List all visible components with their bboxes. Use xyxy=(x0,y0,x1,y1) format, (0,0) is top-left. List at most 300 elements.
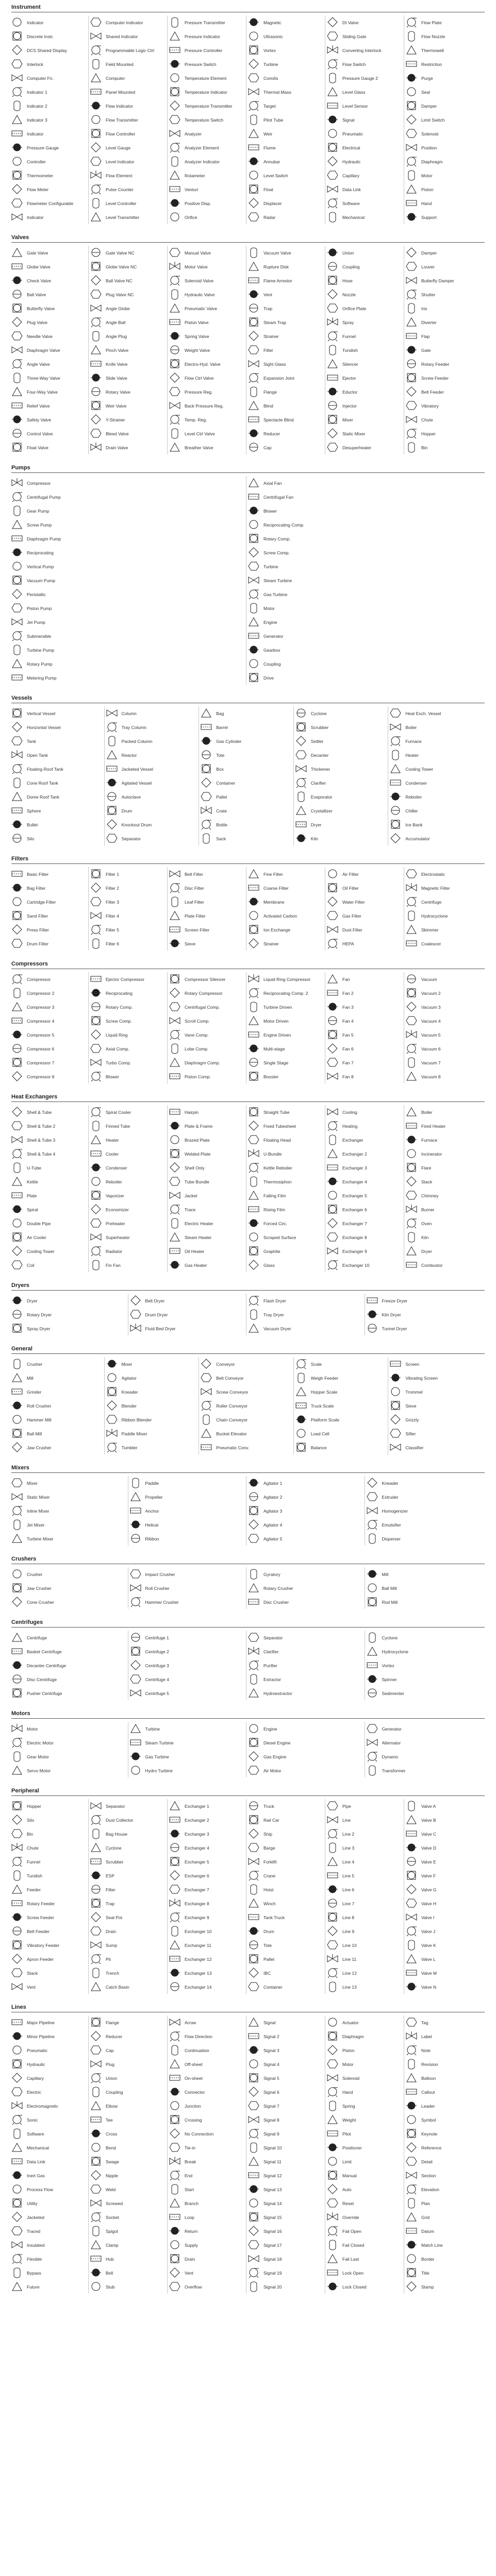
symbol-cell[interactable] xyxy=(367,1532,481,1546)
symbol-cell[interactable] xyxy=(169,2141,244,2155)
symbol-cell[interactable] xyxy=(406,385,481,399)
symbol-cell[interactable] xyxy=(406,196,481,210)
symbol-cell[interactable] xyxy=(327,141,402,155)
symbol-cell[interactable] xyxy=(295,1357,386,1371)
symbol-cell[interactable] xyxy=(248,399,323,413)
symbol-cell[interactable] xyxy=(327,71,402,85)
symbol-cell[interactable] xyxy=(327,2182,402,2196)
symbol-cell[interactable] xyxy=(248,1161,323,1175)
symbol-cell[interactable] xyxy=(169,43,244,57)
symbol-cell[interactable] xyxy=(90,909,165,923)
symbol-cell[interactable] xyxy=(248,71,323,85)
symbol-cell[interactable] xyxy=(406,15,481,29)
symbol-cell[interactable] xyxy=(169,1147,244,1161)
symbol-cell[interactable] xyxy=(248,1175,323,1189)
symbol-cell[interactable] xyxy=(90,57,165,71)
symbol-cell[interactable] xyxy=(248,1924,323,1938)
symbol-cell[interactable] xyxy=(248,2015,323,2029)
symbol-cell[interactable] xyxy=(90,972,165,986)
symbol-cell[interactable] xyxy=(11,1202,86,1216)
symbol-cell[interactable] xyxy=(90,2238,165,2252)
symbol-cell[interactable] xyxy=(248,2043,323,2057)
symbol-cell[interactable] xyxy=(11,287,86,301)
symbol-cell[interactable] xyxy=(248,155,323,168)
symbol-cell[interactable] xyxy=(201,804,291,818)
symbol-cell[interactable] xyxy=(169,1000,244,1014)
symbol-cell[interactable] xyxy=(248,1028,323,1042)
symbol-cell[interactable] xyxy=(367,1504,481,1518)
symbol-cell[interactable] xyxy=(11,2043,86,2057)
symbol-cell[interactable] xyxy=(90,937,165,951)
symbol-cell[interactable] xyxy=(248,329,323,343)
symbol-cell[interactable] xyxy=(327,1827,402,1841)
symbol-cell[interactable] xyxy=(406,85,481,99)
symbol-cell[interactable] xyxy=(11,1736,126,1750)
symbol-cell[interactable] xyxy=(406,972,481,986)
symbol-cell[interactable] xyxy=(406,2057,481,2071)
symbol-cell[interactable] xyxy=(106,832,197,845)
symbol-cell[interactable] xyxy=(11,1980,86,1994)
symbol-cell[interactable] xyxy=(248,1133,323,1147)
symbol-cell[interactable] xyxy=(11,1189,86,1202)
symbol-cell[interactable] xyxy=(248,427,323,440)
symbol-cell[interactable] xyxy=(248,937,323,951)
symbol-cell[interactable] xyxy=(169,71,244,85)
symbol-cell[interactable] xyxy=(90,1216,165,1230)
symbol-cell[interactable] xyxy=(390,832,481,845)
symbol-cell[interactable] xyxy=(169,1014,244,1028)
symbol-cell[interactable] xyxy=(90,246,165,260)
symbol-cell[interactable] xyxy=(169,1189,244,1202)
symbol-cell[interactable] xyxy=(406,1244,481,1258)
symbol-cell[interactable] xyxy=(11,329,86,343)
symbol-cell[interactable] xyxy=(327,2057,402,2071)
symbol-cell[interactable] xyxy=(327,2071,402,2085)
symbol-cell[interactable] xyxy=(406,29,481,43)
symbol-cell[interactable] xyxy=(201,1357,291,1371)
symbol-cell[interactable] xyxy=(327,274,402,287)
symbol-cell[interactable] xyxy=(248,1595,362,1609)
symbol-cell[interactable] xyxy=(11,2224,86,2238)
symbol-cell[interactable] xyxy=(248,371,323,385)
symbol-cell[interactable] xyxy=(248,2057,323,2071)
symbol-cell[interactable] xyxy=(248,518,481,532)
symbol-cell[interactable] xyxy=(406,923,481,937)
symbol-cell[interactable] xyxy=(169,343,244,357)
symbol-cell[interactable] xyxy=(295,734,386,748)
symbol-cell[interactable] xyxy=(406,1056,481,1070)
symbol-cell[interactable] xyxy=(406,895,481,909)
symbol-cell[interactable] xyxy=(248,504,481,518)
symbol-cell[interactable] xyxy=(390,804,481,818)
symbol-cell[interactable] xyxy=(248,1000,323,1014)
symbol-cell[interactable] xyxy=(11,1869,86,1883)
symbol-cell[interactable] xyxy=(406,2280,481,2294)
symbol-cell[interactable] xyxy=(327,2141,402,2155)
symbol-cell[interactable] xyxy=(90,2071,165,2085)
symbol-cell[interactable] xyxy=(248,1216,323,1230)
symbol-cell[interactable] xyxy=(327,1175,402,1189)
symbol-cell[interactable] xyxy=(390,1440,481,1454)
symbol-cell[interactable] xyxy=(327,1244,402,1258)
symbol-cell[interactable] xyxy=(11,1042,86,1056)
symbol-cell[interactable] xyxy=(406,440,481,454)
symbol-cell[interactable] xyxy=(295,832,386,845)
symbol-cell[interactable] xyxy=(130,1631,244,1645)
symbol-cell[interactable] xyxy=(169,867,244,881)
symbol-cell[interactable] xyxy=(106,720,197,734)
symbol-cell[interactable] xyxy=(406,399,481,413)
symbol-cell[interactable] xyxy=(295,706,386,720)
symbol-cell[interactable] xyxy=(406,2141,481,2155)
symbol-cell[interactable] xyxy=(248,2238,323,2252)
symbol-cell[interactable] xyxy=(106,790,197,804)
symbol-cell[interactable] xyxy=(169,2196,244,2210)
symbol-cell[interactable] xyxy=(367,1645,481,1658)
symbol-cell[interactable] xyxy=(169,1070,244,1083)
symbol-cell[interactable] xyxy=(406,182,481,196)
symbol-cell[interactable] xyxy=(169,141,244,155)
symbol-cell[interactable] xyxy=(327,2099,402,2113)
symbol-cell[interactable] xyxy=(327,1799,402,1813)
symbol-cell[interactable] xyxy=(169,2168,244,2182)
symbol-cell[interactable] xyxy=(406,1119,481,1133)
symbol-cell[interactable] xyxy=(90,2015,165,2029)
symbol-cell[interactable] xyxy=(11,629,244,643)
symbol-cell[interactable] xyxy=(90,357,165,371)
symbol-cell[interactable] xyxy=(390,1427,481,1440)
symbol-cell[interactable] xyxy=(295,776,386,790)
symbol-cell[interactable] xyxy=(248,315,323,329)
symbol-cell[interactable] xyxy=(11,1595,126,1609)
symbol-cell[interactable] xyxy=(169,1244,244,1258)
symbol-cell[interactable] xyxy=(248,1230,323,1244)
symbol-cell[interactable] xyxy=(406,2196,481,2210)
symbol-cell[interactable] xyxy=(169,2071,244,2085)
symbol-cell[interactable] xyxy=(11,1413,102,1427)
symbol-cell[interactable] xyxy=(327,867,402,881)
symbol-cell[interactable] xyxy=(327,1883,402,1896)
symbol-cell[interactable] xyxy=(406,1924,481,1938)
symbol-cell[interactable] xyxy=(11,399,86,413)
symbol-cell[interactable] xyxy=(169,2182,244,2196)
symbol-cell[interactable] xyxy=(11,385,86,399)
symbol-cell[interactable] xyxy=(327,1938,402,1952)
symbol-cell[interactable] xyxy=(169,274,244,287)
symbol-cell[interactable] xyxy=(327,972,402,986)
symbol-cell[interactable] xyxy=(390,1357,481,1371)
symbol-cell[interactable] xyxy=(11,1258,86,1272)
symbol-cell[interactable] xyxy=(327,1202,402,1216)
symbol-cell[interactable] xyxy=(327,923,402,937)
symbol-cell[interactable] xyxy=(11,1133,86,1147)
symbol-cell[interactable] xyxy=(406,1258,481,1272)
symbol-cell[interactable] xyxy=(90,155,165,168)
symbol-cell[interactable] xyxy=(201,748,291,762)
symbol-cell[interactable] xyxy=(327,427,402,440)
symbol-cell[interactable] xyxy=(90,1952,165,1966)
symbol-cell[interactable] xyxy=(106,734,197,748)
symbol-cell[interactable] xyxy=(327,385,402,399)
symbol-cell[interactable] xyxy=(406,1938,481,1952)
symbol-cell[interactable] xyxy=(248,1750,362,1764)
symbol-cell[interactable] xyxy=(248,1567,362,1581)
symbol-cell[interactable] xyxy=(248,99,323,113)
symbol-cell[interactable] xyxy=(11,246,86,260)
symbol-cell[interactable] xyxy=(90,1161,165,1175)
symbol-cell[interactable] xyxy=(248,1504,362,1518)
symbol-cell[interactable] xyxy=(406,1910,481,1924)
symbol-cell[interactable] xyxy=(248,490,481,504)
symbol-cell[interactable] xyxy=(11,196,86,210)
symbol-cell[interactable] xyxy=(106,1385,197,1399)
symbol-cell[interactable] xyxy=(327,1028,402,1042)
symbol-cell[interactable] xyxy=(327,168,402,182)
symbol-cell[interactable] xyxy=(406,1014,481,1028)
symbol-cell[interactable] xyxy=(327,127,402,141)
symbol-cell[interactable] xyxy=(390,1371,481,1385)
symbol-cell[interactable] xyxy=(248,2196,323,2210)
symbol-cell[interactable] xyxy=(327,2085,402,2099)
symbol-cell[interactable] xyxy=(11,1161,86,1175)
symbol-cell[interactable] xyxy=(248,1827,323,1841)
symbol-cell[interactable] xyxy=(169,1980,244,1994)
symbol-cell[interactable] xyxy=(11,490,244,504)
symbol-cell[interactable] xyxy=(248,1883,323,1896)
symbol-cell[interactable] xyxy=(169,1924,244,1938)
symbol-cell[interactable] xyxy=(90,1056,165,1070)
symbol-cell[interactable] xyxy=(201,1440,291,1454)
symbol-cell[interactable] xyxy=(90,29,165,43)
symbol-cell[interactable] xyxy=(11,413,86,427)
symbol-cell[interactable] xyxy=(248,657,481,671)
symbol-cell[interactable] xyxy=(11,720,102,734)
symbol-cell[interactable] xyxy=(169,2113,244,2127)
symbol-cell[interactable] xyxy=(130,1645,244,1658)
symbol-cell[interactable] xyxy=(11,1321,126,1335)
symbol-cell[interactable] xyxy=(90,182,165,196)
symbol-cell[interactable] xyxy=(248,2071,323,2085)
symbol-cell[interactable] xyxy=(390,1385,481,1399)
symbol-cell[interactable] xyxy=(11,301,86,315)
symbol-cell[interactable] xyxy=(406,357,481,371)
symbol-cell[interactable] xyxy=(11,1952,86,1966)
symbol-cell[interactable] xyxy=(11,1855,86,1869)
symbol-cell[interactable] xyxy=(11,1518,126,1532)
symbol-cell[interactable] xyxy=(327,99,402,113)
symbol-cell[interactable] xyxy=(248,532,481,546)
symbol-cell[interactable] xyxy=(201,762,291,776)
symbol-cell[interactable] xyxy=(11,2280,86,2294)
symbol-cell[interactable] xyxy=(90,1028,165,1042)
symbol-cell[interactable] xyxy=(90,1980,165,1994)
symbol-cell[interactable] xyxy=(406,2029,481,2043)
symbol-cell[interactable] xyxy=(390,762,481,776)
symbol-cell[interactable] xyxy=(406,427,481,440)
symbol-cell[interactable] xyxy=(169,371,244,385)
symbol-cell[interactable] xyxy=(248,601,481,615)
symbol-cell[interactable] xyxy=(248,1042,323,1056)
symbol-cell[interactable] xyxy=(406,141,481,155)
symbol-cell[interactable] xyxy=(169,2029,244,2043)
symbol-cell[interactable] xyxy=(169,1813,244,1827)
symbol-cell[interactable] xyxy=(90,1147,165,1161)
symbol-cell[interactable] xyxy=(295,748,386,762)
symbol-cell[interactable] xyxy=(169,2280,244,2294)
symbol-cell[interactable] xyxy=(390,706,481,720)
symbol-cell[interactable] xyxy=(201,832,291,845)
symbol-cell[interactable] xyxy=(248,1490,362,1504)
symbol-cell[interactable] xyxy=(11,1028,86,1042)
symbol-cell[interactable] xyxy=(90,1105,165,1119)
symbol-cell[interactable] xyxy=(327,1056,402,1070)
symbol-cell[interactable] xyxy=(248,972,323,986)
symbol-cell[interactable] xyxy=(11,734,102,748)
symbol-cell[interactable] xyxy=(11,2099,86,2113)
symbol-cell[interactable] xyxy=(248,587,481,601)
symbol-cell[interactable] xyxy=(90,141,165,155)
symbol-cell[interactable] xyxy=(406,57,481,71)
symbol-cell[interactable] xyxy=(390,790,481,804)
symbol-cell[interactable] xyxy=(11,127,86,141)
symbol-cell[interactable] xyxy=(327,246,402,260)
symbol-cell[interactable] xyxy=(390,818,481,832)
symbol-cell[interactable] xyxy=(248,923,323,937)
symbol-cell[interactable] xyxy=(11,1244,86,1258)
symbol-cell[interactable] xyxy=(169,895,244,909)
symbol-cell[interactable] xyxy=(295,1371,386,1385)
symbol-cell[interactable] xyxy=(11,2210,86,2224)
symbol-cell[interactable] xyxy=(90,1070,165,1083)
symbol-cell[interactable] xyxy=(169,301,244,315)
symbol-cell[interactable] xyxy=(201,720,291,734)
symbol-cell[interactable] xyxy=(406,260,481,274)
symbol-cell[interactable] xyxy=(248,343,323,357)
symbol-cell[interactable] xyxy=(406,1070,481,1083)
symbol-cell[interactable] xyxy=(90,1000,165,1014)
symbol-cell[interactable] xyxy=(406,1896,481,1910)
symbol-cell[interactable] xyxy=(90,210,165,224)
symbol-cell[interactable] xyxy=(248,1321,362,1335)
symbol-cell[interactable] xyxy=(11,923,86,937)
symbol-cell[interactable] xyxy=(327,2196,402,2210)
symbol-cell[interactable] xyxy=(327,1855,402,1869)
symbol-cell[interactable] xyxy=(169,1855,244,1869)
symbol-cell[interactable] xyxy=(11,1722,126,1736)
symbol-cell[interactable] xyxy=(90,1966,165,1980)
symbol-cell[interactable] xyxy=(169,1028,244,1042)
symbol-cell[interactable] xyxy=(248,357,323,371)
symbol-cell[interactable] xyxy=(367,1490,481,1504)
symbol-cell[interactable] xyxy=(367,1686,481,1700)
symbol-cell[interactable] xyxy=(90,895,165,909)
symbol-cell[interactable] xyxy=(248,1147,323,1161)
symbol-cell[interactable] xyxy=(11,1764,126,1777)
symbol-cell[interactable] xyxy=(248,210,323,224)
symbol-cell[interactable] xyxy=(248,2127,323,2141)
symbol-cell[interactable] xyxy=(11,1000,86,1014)
symbol-cell[interactable] xyxy=(406,113,481,127)
symbol-cell[interactable] xyxy=(406,2099,481,2113)
symbol-cell[interactable] xyxy=(11,1645,126,1658)
symbol-cell[interactable] xyxy=(406,1813,481,1827)
symbol-cell[interactable] xyxy=(327,1014,402,1028)
symbol-cell[interactable] xyxy=(406,2113,481,2127)
symbol-cell[interactable] xyxy=(11,1399,102,1413)
symbol-cell[interactable] xyxy=(11,937,86,951)
symbol-cell[interactable] xyxy=(406,1216,481,1230)
symbol-cell[interactable] xyxy=(90,1258,165,1272)
symbol-cell[interactable] xyxy=(130,1658,244,1672)
symbol-cell[interactable] xyxy=(106,804,197,818)
symbol-cell[interactable] xyxy=(406,2182,481,2196)
symbol-cell[interactable] xyxy=(327,113,402,127)
symbol-cell[interactable] xyxy=(169,2238,244,2252)
symbol-cell[interactable] xyxy=(295,1413,386,1427)
symbol-cell[interactable] xyxy=(11,1799,86,1813)
symbol-cell[interactable] xyxy=(130,1518,244,1532)
symbol-cell[interactable] xyxy=(295,762,386,776)
symbol-cell[interactable] xyxy=(11,587,244,601)
symbol-cell[interactable] xyxy=(169,1799,244,1813)
symbol-cell[interactable] xyxy=(130,1736,244,1750)
symbol-cell[interactable] xyxy=(90,1869,165,1883)
symbol-cell[interactable] xyxy=(248,385,323,399)
symbol-cell[interactable] xyxy=(406,1952,481,1966)
symbol-cell[interactable] xyxy=(90,867,165,881)
symbol-cell[interactable] xyxy=(169,168,244,182)
symbol-cell[interactable] xyxy=(248,615,481,629)
symbol-cell[interactable] xyxy=(327,210,402,224)
symbol-cell[interactable] xyxy=(327,1000,402,1014)
symbol-cell[interactable] xyxy=(169,1896,244,1910)
symbol-cell[interactable] xyxy=(11,1504,126,1518)
symbol-cell[interactable] xyxy=(169,2224,244,2238)
symbol-cell[interactable] xyxy=(11,762,102,776)
symbol-cell[interactable] xyxy=(11,1105,86,1119)
symbol-cell[interactable] xyxy=(11,706,102,720)
symbol-cell[interactable] xyxy=(169,287,244,301)
symbol-cell[interactable] xyxy=(11,1910,86,1924)
symbol-cell[interactable] xyxy=(248,287,323,301)
symbol-cell[interactable] xyxy=(327,1813,402,1827)
symbol-cell[interactable] xyxy=(248,196,323,210)
symbol-cell[interactable] xyxy=(169,196,244,210)
symbol-cell[interactable] xyxy=(248,1581,362,1595)
symbol-cell[interactable] xyxy=(169,357,244,371)
symbol-cell[interactable] xyxy=(11,85,86,99)
symbol-cell[interactable] xyxy=(130,1321,244,1335)
symbol-cell[interactable] xyxy=(406,1869,481,1883)
symbol-cell[interactable] xyxy=(90,1924,165,1938)
symbol-cell[interactable] xyxy=(327,2015,402,2029)
symbol-cell[interactable] xyxy=(248,1189,323,1202)
symbol-cell[interactable] xyxy=(130,1490,244,1504)
symbol-cell[interactable] xyxy=(248,440,323,454)
symbol-cell[interactable] xyxy=(169,113,244,127)
symbol-cell[interactable] xyxy=(130,1532,244,1546)
symbol-cell[interactable] xyxy=(367,1658,481,1672)
symbol-cell[interactable] xyxy=(248,1952,323,1966)
symbol-cell[interactable] xyxy=(248,1105,323,1119)
symbol-cell[interactable] xyxy=(90,1175,165,1189)
symbol-cell[interactable] xyxy=(130,1476,244,1490)
symbol-cell[interactable] xyxy=(367,1722,481,1736)
symbol-cell[interactable] xyxy=(248,1764,362,1777)
symbol-cell[interactable] xyxy=(11,1230,86,1244)
symbol-cell[interactable] xyxy=(90,2266,165,2280)
symbol-cell[interactable] xyxy=(90,99,165,113)
